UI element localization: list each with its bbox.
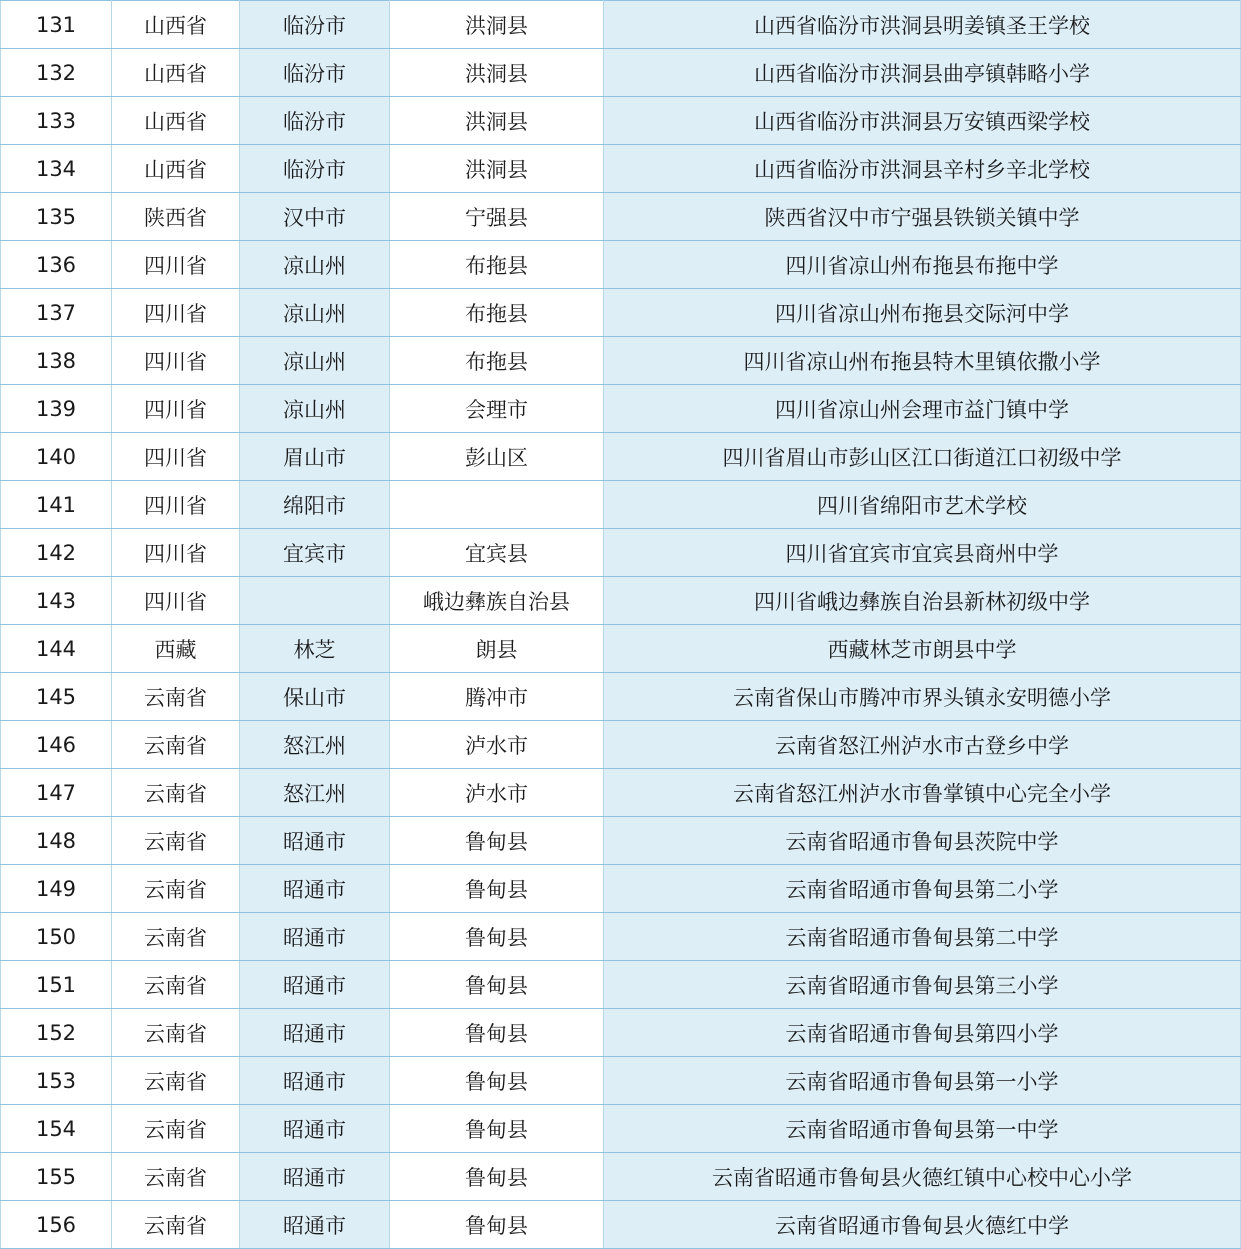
cell-county: 鲁甸县 [390,865,604,913]
table-row [1,913,1241,961]
cell-school-name: 云南省怒江州泸水市鲁掌镇中心完全小学 [604,769,1241,817]
cell-school-name: 四川省眉山市彭山区江口街道江口初级中学 [604,433,1241,481]
cell-school-name: 山西省临汾市洪洞县辛村乡辛北学校 [604,145,1241,193]
cell-county: 洪洞县 [390,145,604,193]
cell-province: 云南省 [112,1105,240,1153]
cell-number: 144 [1,625,112,673]
cell-number: 143 [1,577,112,625]
table-row [1,625,1241,673]
table-row [1,385,1241,433]
cell-county: 泸水市 [390,769,604,817]
cell-city: 汉中市 [240,193,390,241]
cell-number: 134 [1,145,112,193]
cell-city: 昭通市 [240,1009,390,1057]
cell-number: 139 [1,385,112,433]
cell-province: 云南省 [112,1153,240,1201]
cell-city: 凉山州 [240,385,390,433]
cell-city: 昭通市 [240,1057,390,1105]
cell-province: 山西省 [112,49,240,97]
cell-province: 云南省 [112,1009,240,1057]
table-row [1,145,1241,193]
cell-city: 林芝 [240,625,390,673]
cell-school-name: 云南省昭通市鲁甸县第二中学 [604,913,1241,961]
table-row [1,1,1241,49]
table-row [1,241,1241,289]
cell-city: 昭通市 [240,865,390,913]
cell-number: 140 [1,433,112,481]
cell-city: 昭通市 [240,1105,390,1153]
cell-number: 131 [1,1,112,49]
cell-city: 昭通市 [240,1201,390,1249]
table-row [1,865,1241,913]
cell-county: 峨边彝族自治县 [390,577,604,625]
table-row [1,673,1241,721]
cell-city: 昭通市 [240,817,390,865]
cell-province: 四川省 [112,337,240,385]
table-row [1,49,1241,97]
cell-province: 云南省 [112,1057,240,1105]
cell-county: 鲁甸县 [390,817,604,865]
cell-province: 云南省 [112,913,240,961]
cell-number: 142 [1,529,112,577]
table-row [1,1009,1241,1057]
cell-school-name: 山西省临汾市洪洞县明姜镇圣王学校 [604,1,1241,49]
cell-city: 临汾市 [240,1,390,49]
cell-city: 凉山州 [240,241,390,289]
cell-number: 153 [1,1057,112,1105]
cell-county: 泸水市 [390,721,604,769]
cell-city: 保山市 [240,673,390,721]
cell-city: 怒江州 [240,721,390,769]
table-row [1,961,1241,1009]
cell-school-name: 四川省凉山州会理市益门镇中学 [604,385,1241,433]
table-row [1,1201,1241,1249]
cell-city: 昭通市 [240,913,390,961]
table-row [1,769,1241,817]
cell-province: 四川省 [112,481,240,529]
cell-province: 云南省 [112,1201,240,1249]
cell-province: 西藏 [112,625,240,673]
cell-school-name: 四川省绵阳市艺术学校 [604,481,1241,529]
cell-school-name: 四川省宜宾市宜宾县商州中学 [604,529,1241,577]
cell-school-name: 云南省昭通市鲁甸县茨院中学 [604,817,1241,865]
cell-number: 137 [1,289,112,337]
cell-school-name: 山西省临汾市洪洞县曲亭镇韩略小学 [604,49,1241,97]
cell-province: 山西省 [112,97,240,145]
cell-province: 四川省 [112,241,240,289]
table-row [1,337,1241,385]
table-row [1,1057,1241,1105]
cell-school-name: 云南省昭通市鲁甸县第一小学 [604,1057,1241,1105]
cell-school-name: 四川省峨边彝族自治县新林初级中学 [604,577,1241,625]
cell-number: 135 [1,193,112,241]
cell-city: 昭通市 [240,961,390,1009]
cell-number: 146 [1,721,112,769]
cell-school-name: 云南省昭通市鲁甸县第一中学 [604,1105,1241,1153]
cell-city: 临汾市 [240,145,390,193]
table-row [1,1153,1241,1201]
cell-school-name: 云南省昭通市鲁甸县第三小学 [604,961,1241,1009]
cell-county: 鲁甸县 [390,1153,604,1201]
table-row [1,529,1241,577]
table-row [1,289,1241,337]
cell-province: 云南省 [112,817,240,865]
cell-number: 147 [1,769,112,817]
table-row [1,577,1241,625]
cell-city: 眉山市 [240,433,390,481]
table-row [1,433,1241,481]
cell-county: 鲁甸县 [390,1201,604,1249]
cell-province: 云南省 [112,769,240,817]
cell-county [390,481,604,529]
cell-school-name: 西藏林芝市朗县中学 [604,625,1241,673]
cell-number: 152 [1,1009,112,1057]
cell-county: 鲁甸县 [390,1105,604,1153]
cell-school-name: 四川省凉山州布拖县特木里镇依撒小学 [604,337,1241,385]
cell-number: 155 [1,1153,112,1201]
cell-city: 凉山州 [240,289,390,337]
cell-city: 临汾市 [240,97,390,145]
cell-number: 133 [1,97,112,145]
cell-province: 四川省 [112,289,240,337]
cell-county: 鲁甸县 [390,1057,604,1105]
table-row [1,481,1241,529]
cell-number: 145 [1,673,112,721]
cell-county: 洪洞县 [390,97,604,145]
cell-city: 昭通市 [240,1153,390,1201]
cell-province: 山西省 [112,145,240,193]
cell-county: 洪洞县 [390,49,604,97]
cell-county: 布拖县 [390,241,604,289]
cell-province: 山西省 [112,1,240,49]
cell-county: 朗县 [390,625,604,673]
cell-city [240,577,390,625]
cell-school-name: 四川省凉山州布拖县交际河中学 [604,289,1241,337]
cell-number: 148 [1,817,112,865]
table-row [1,817,1241,865]
cell-city: 绵阳市 [240,481,390,529]
cell-city: 凉山州 [240,337,390,385]
cell-school-name: 云南省保山市腾冲市界头镇永安明德小学 [604,673,1241,721]
cell-county: 鲁甸县 [390,961,604,1009]
cell-county: 洪洞县 [390,1,604,49]
cell-number: 154 [1,1105,112,1153]
cell-number: 138 [1,337,112,385]
table-row [1,193,1241,241]
cell-city: 临汾市 [240,49,390,97]
cell-school-name: 云南省昭通市鲁甸县火德红中学 [604,1201,1241,1249]
cell-number: 150 [1,913,112,961]
table-row [1,1105,1241,1153]
cell-school-name: 四川省凉山州布拖县布拖中学 [604,241,1241,289]
cell-school-name: 云南省昭通市鲁甸县第四小学 [604,1009,1241,1057]
cell-city: 宜宾市 [240,529,390,577]
cell-number: 151 [1,961,112,1009]
cell-number: 136 [1,241,112,289]
cell-school-name: 云南省怒江州泸水市古登乡中学 [604,721,1241,769]
cell-number: 141 [1,481,112,529]
cell-county: 宁强县 [390,193,604,241]
cell-county: 布拖县 [390,289,604,337]
table-row [1,97,1241,145]
cell-school-name: 山西省临汾市洪洞县万安镇西梁学校 [604,97,1241,145]
cell-county: 鲁甸县 [390,1009,604,1057]
cell-number: 132 [1,49,112,97]
cell-province: 四川省 [112,433,240,481]
cell-county: 鲁甸县 [390,913,604,961]
cell-province: 四川省 [112,577,240,625]
cell-province: 云南省 [112,865,240,913]
cell-province: 云南省 [112,673,240,721]
cell-school-name: 陕西省汉中市宁强县铁锁关镇中学 [604,193,1241,241]
cell-province: 云南省 [112,961,240,1009]
cell-city: 怒江州 [240,769,390,817]
cell-county: 彭山区 [390,433,604,481]
cell-province: 四川省 [112,529,240,577]
cell-province: 云南省 [112,721,240,769]
cell-school-name: 云南省昭通市鲁甸县第二小学 [604,865,1241,913]
cell-county: 布拖县 [390,337,604,385]
cell-number: 149 [1,865,112,913]
cell-province: 陕西省 [112,193,240,241]
table-row [1,721,1241,769]
cell-county: 宜宾县 [390,529,604,577]
table-body [1,1,1241,1249]
cell-number: 156 [1,1201,112,1249]
cell-county: 会理市 [390,385,604,433]
cell-province: 四川省 [112,385,240,433]
cell-school-name: 云南省昭通市鲁甸县火德红镇中心校中心小学 [604,1153,1241,1201]
cell-county: 腾冲市 [390,673,604,721]
